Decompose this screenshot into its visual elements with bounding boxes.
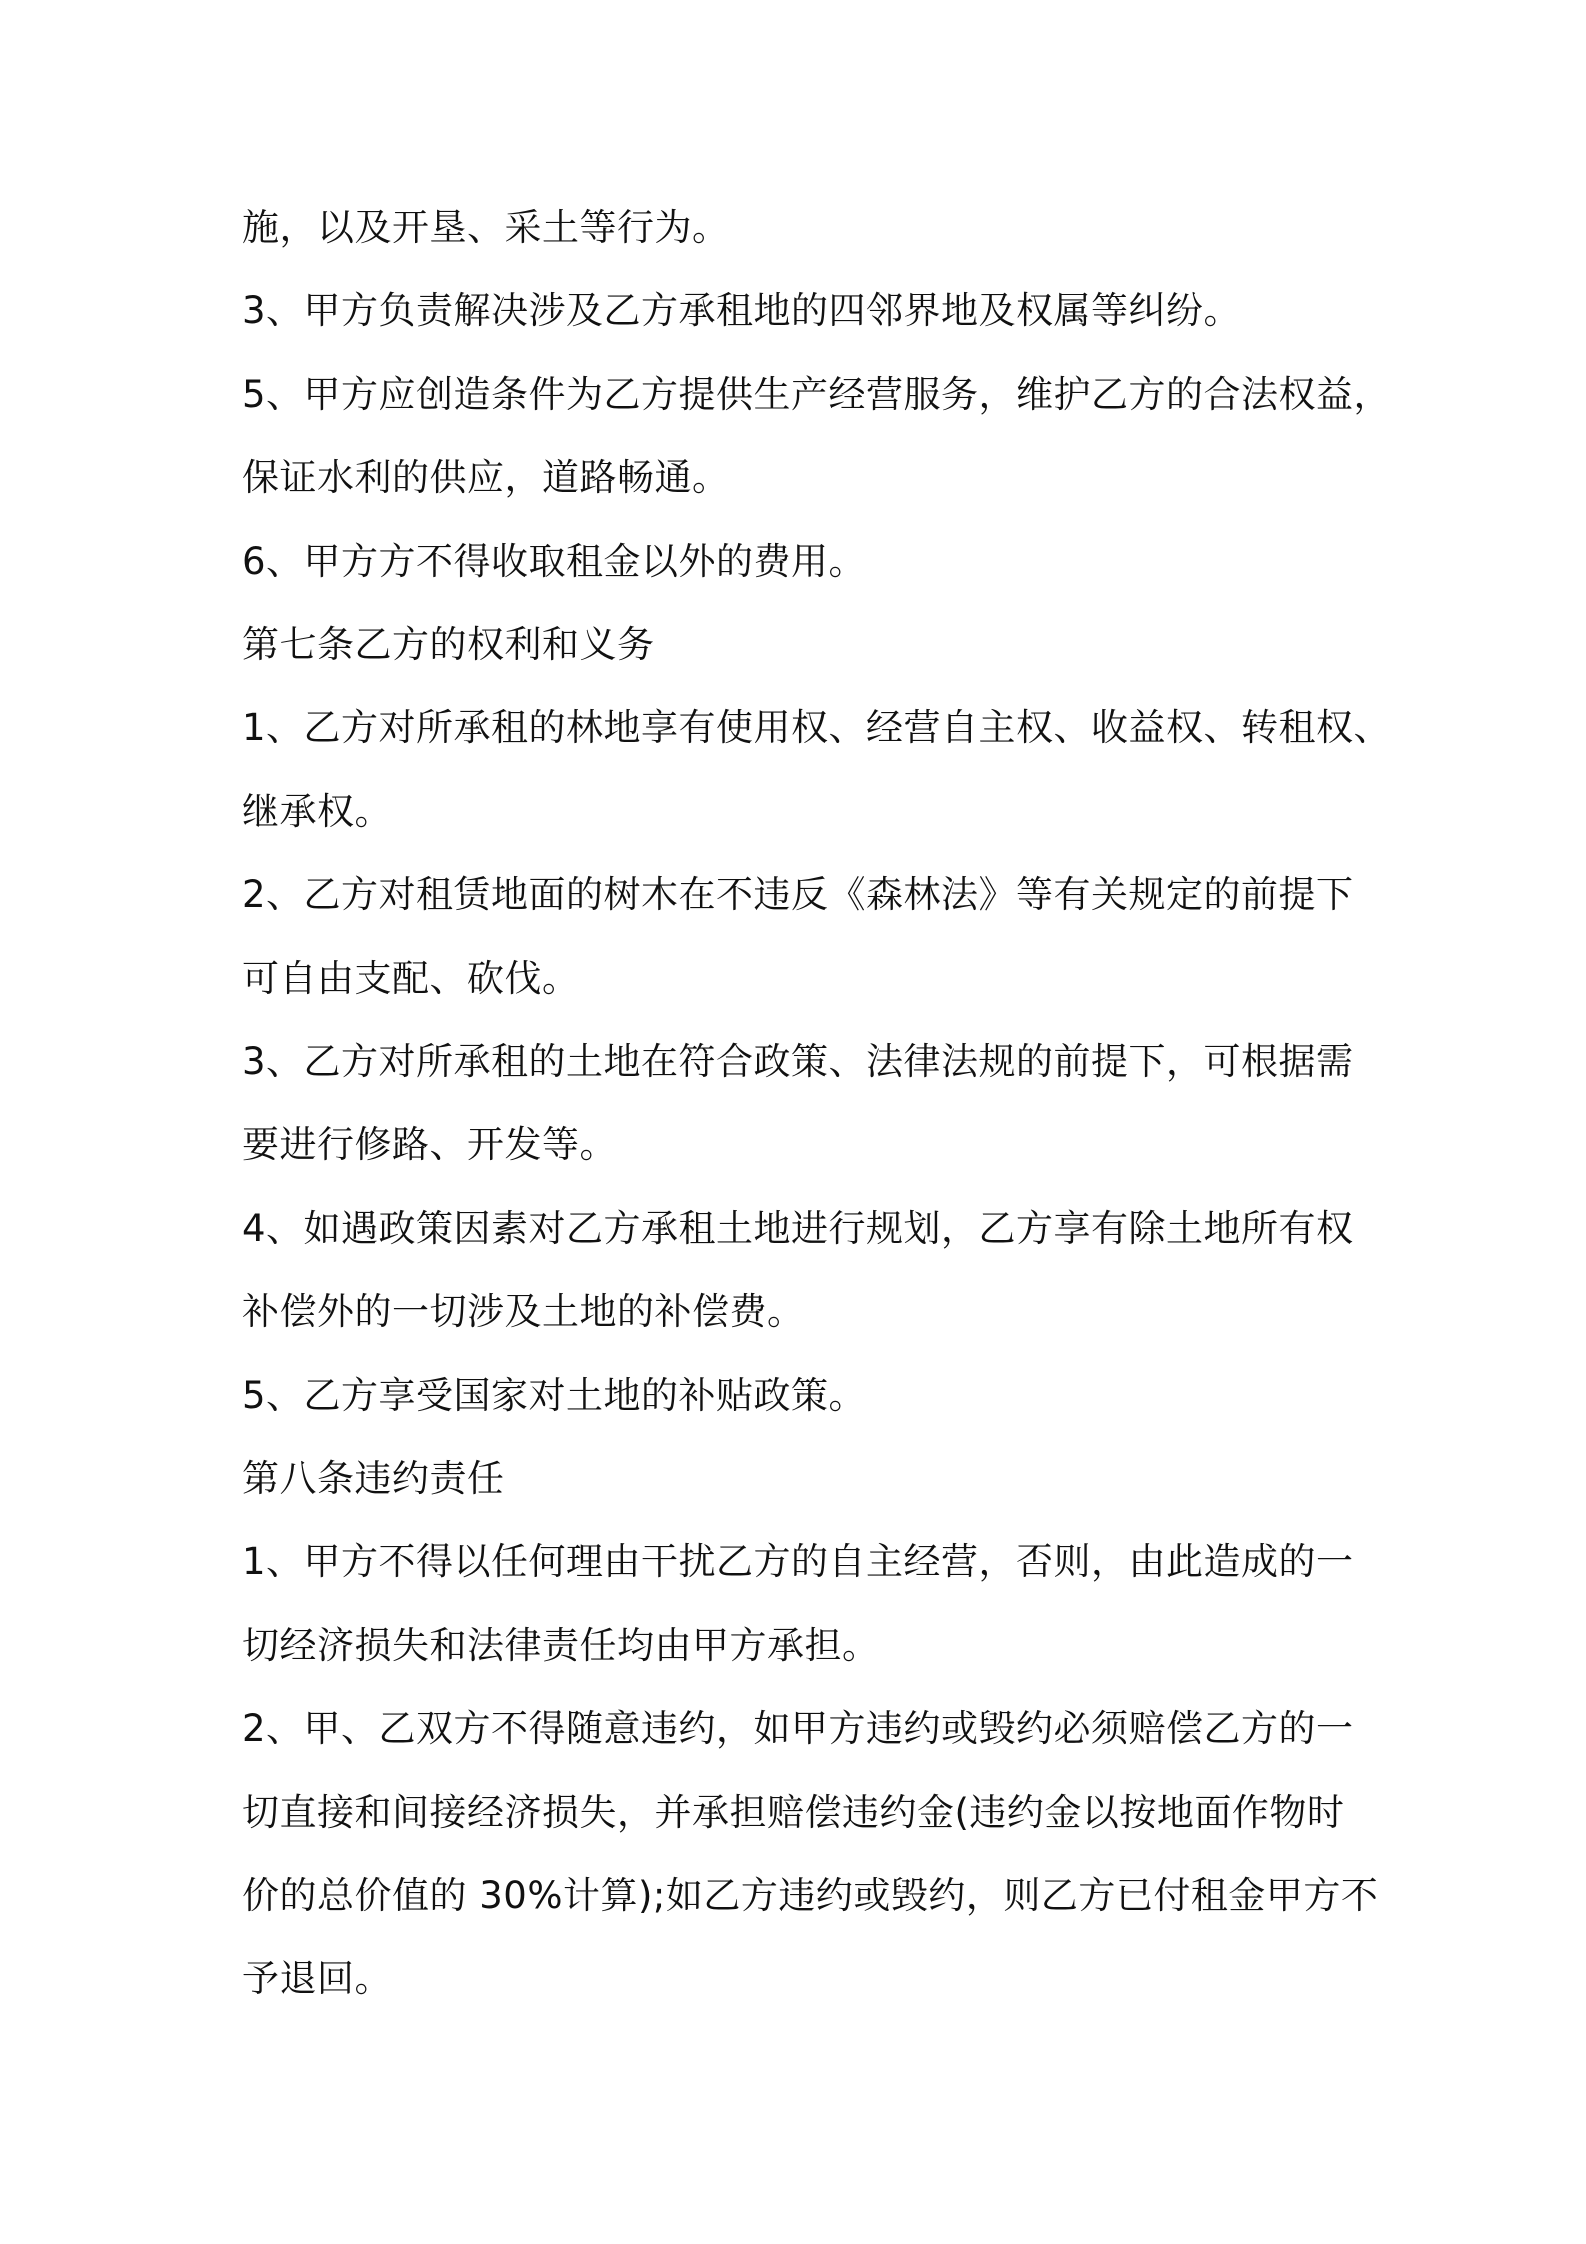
text-line: 3、甲方负责解决涉及乙方承租地的四邻界地及权属等纠纷。 [242, 289, 1242, 332]
text-line: 可自由支配、砍伐。 [242, 957, 580, 1000]
text-line: 5、甲方应创造条件为乙方提供生产经营服务，维护乙方的合法权益， [242, 373, 1392, 416]
text-line: 补偿外的一切涉及土地的补偿费。 [242, 1290, 805, 1333]
text-line: 价的总价值的 30%计算);如乙方违约或毁约，则乙方已付租金甲方不 [242, 1874, 1379, 1917]
text-line: 1、乙方对所承租的林地享有使用权、经营自主权、收益权、转租权、 [242, 706, 1392, 749]
text-line: 1、甲方不得以任何理由干扰乙方的自主经营，否则，由此造成的一 [242, 1540, 1354, 1583]
text-line: 3、乙方对所承租的土地在符合政策、法律法规的前提下，可根据需 [242, 1040, 1354, 1083]
text-line: 继承权。 [242, 790, 392, 833]
text-line: 施，以及开垦、采土等行为。 [242, 206, 730, 249]
text-line: 要进行修路、开发等。 [242, 1123, 617, 1166]
text-line: 切直接和间接经济损失，并承担赔偿违约金(违约金以按地面作物时 [242, 1791, 1345, 1834]
section-heading: 第八条违约责任 [242, 1457, 505, 1500]
text-line: 2、乙方对租赁地面的树木在不违反《森林法》等有关规定的前提下 [242, 873, 1354, 916]
text-line: 予退回。 [242, 1957, 392, 2000]
section-heading: 第七条乙方的权利和义务 [242, 623, 655, 666]
text-line: 保证水利的供应，道路畅通。 [242, 456, 730, 499]
text-line: 5、乙方享受国家对土地的补贴政策。 [242, 1374, 867, 1417]
text-line: 4、如遇政策因素对乙方承租土地进行规划，乙方享有除土地所有权 [242, 1207, 1354, 1250]
text-line: 切经济损失和法律责任均由甲方承担。 [242, 1624, 880, 1667]
text-line: 2、甲、乙双方不得随意违约，如甲方违约或毁约必须赔偿乙方的一 [242, 1707, 1354, 1750]
text-line: 6、甲方方不得收取租金以外的费用。 [242, 540, 867, 583]
